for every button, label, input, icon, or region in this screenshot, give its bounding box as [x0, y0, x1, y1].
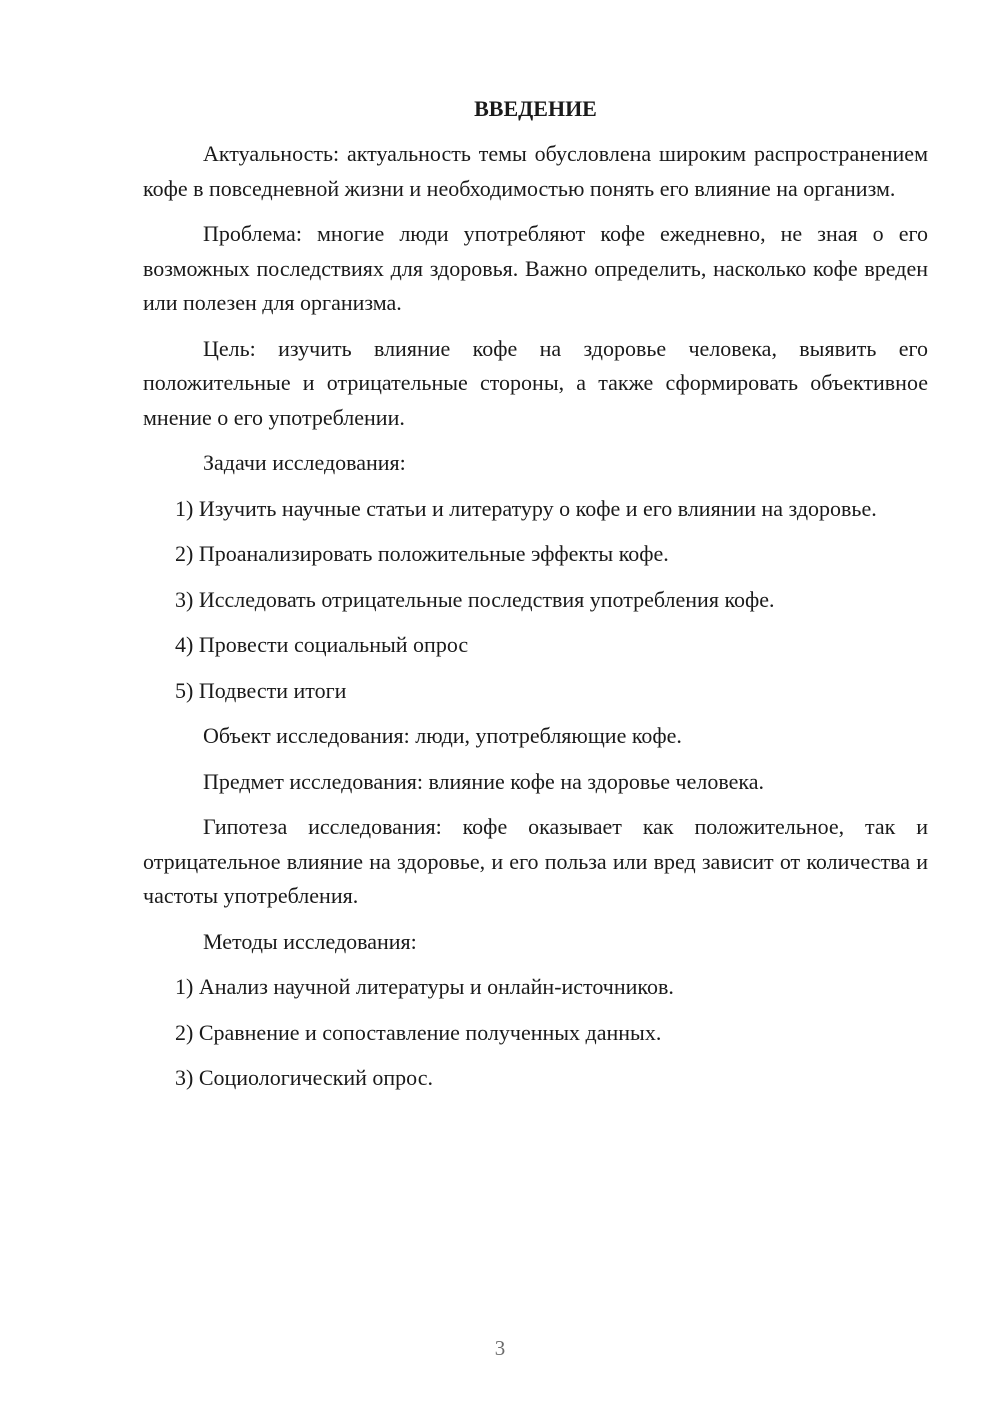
page-number: 3 — [494, 1336, 506, 1360]
paragraph-subject: Предмет исследования: влияние кофе на здоровье человека. — [203, 768, 764, 794]
paragraph-hypothesis: Гипотеза исследования: кофе оказывает как положительное, так и отрицательное влияние на здоровье, и его польза или вред зависит от количества и частоты употребления. — [143, 814, 928, 908]
paragraph-goal: Цель: изучить влияние кофе на здоровье человека, выявить его положительные и отрицательные стороны, а также сформировать объективное мнение о его употреблении. — [143, 335, 928, 430]
section-title: ВВЕДЕНИЕ — [474, 96, 597, 121]
document-body — [143, 92, 928, 1107]
method-item: 1) Анализ научной литературы и онлайн-источников. — [175, 974, 674, 999]
paragraph-methods-heading: Методы исследования: — [203, 928, 417, 954]
task-item: 5) Подвести итоги — [175, 677, 347, 703]
task-item: 2) Проанализировать положительные эффекты кофе. — [175, 541, 669, 566]
paragraph-tasks-heading: Задачи исследования: — [203, 450, 406, 475]
paragraph-object: Объект исследования: люди, употребляющие кофе. — [203, 723, 682, 748]
task-item: 3) Исследовать отрицательные последствия употребления кофе. — [175, 586, 775, 612]
method-item: 3) Социологический опрос. — [175, 1065, 433, 1090]
task-item: 1) Изучить научные статьи и литературу о кофе и его влиянии на здоровье. — [175, 495, 877, 521]
paragraph-relevance: Актуальность: актуальность темы обусловлена широким распространением кофе в повседневной жизни и необходимостью понять его влияние на организм. — [143, 141, 928, 201]
method-item: 2) Сравнение и сопоставление полученных данных. — [175, 1019, 662, 1045]
task-item: 4) Провести социальный опрос — [175, 632, 469, 657]
paragraph-problem: Проблема: многие люди употребляют кофе ежедневно, не зная о его возможных последствиях для здоровья. Важно определить, насколько кофе вреден или полезен для организма. — [143, 221, 928, 315]
